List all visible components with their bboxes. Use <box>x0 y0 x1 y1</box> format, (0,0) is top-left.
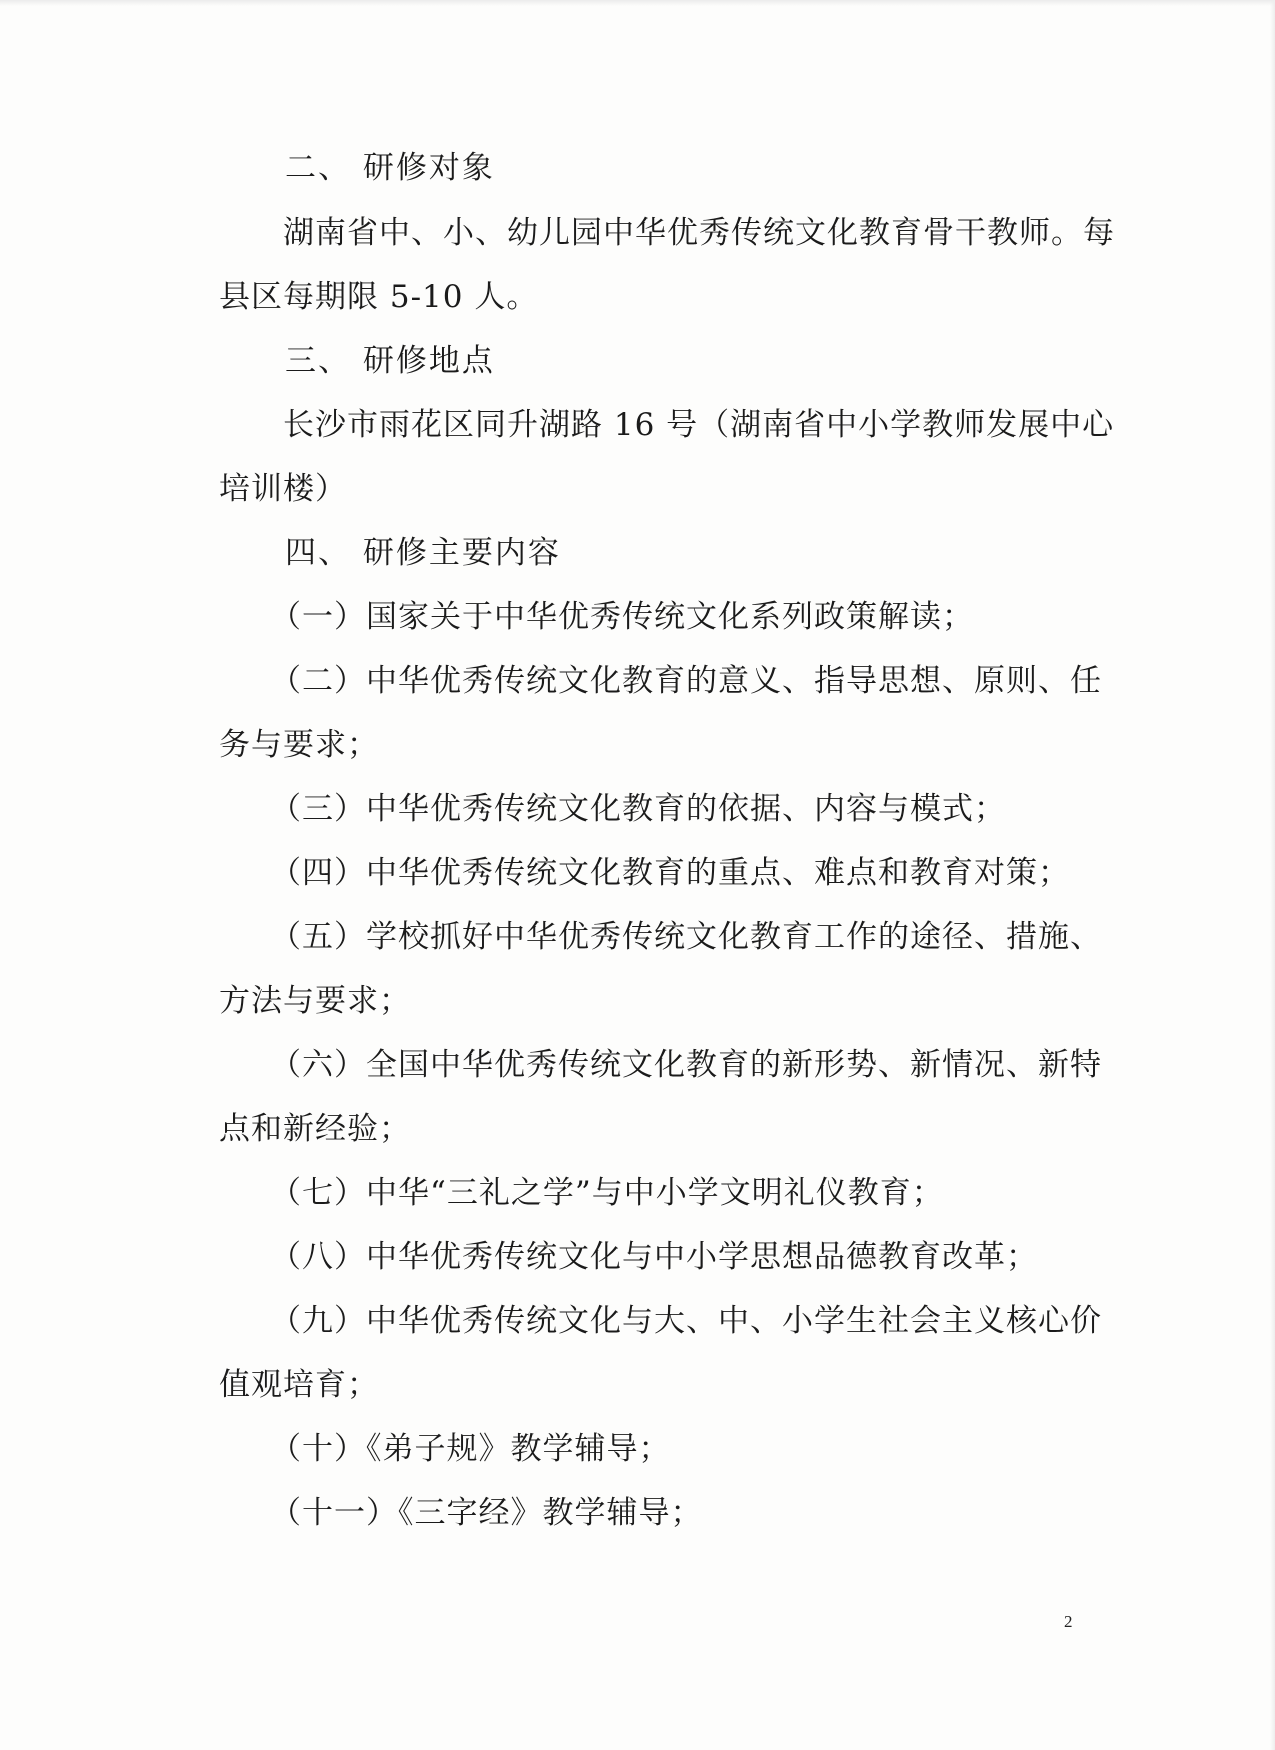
list-item-4: （四）中华优秀传统文化教育的重点、难点和教育对策； <box>270 855 1070 891</box>
list-item-6: （六）全国中华优秀传统文化教育的新形势、新情况、新特 <box>270 1047 1102 1083</box>
scan-edge-right <box>1270 0 1275 1750</box>
list-item-5: （五）学校抓好中华优秀传统文化教育工作的途径、措施、 <box>270 919 1102 955</box>
section-heading-3: 三、 研修地点 <box>285 343 495 379</box>
list-item-5-continued: 方法与要求； <box>219 983 411 1019</box>
paragraph-line: 湖南省中、小、幼儿园中华优秀传统文化教育骨干教师。每 <box>283 215 1115 251</box>
section-heading-4: 四、 研修主要内容 <box>285 535 561 571</box>
list-item-7: （七）中华“三礼之学”与中小学文明礼仪教育； <box>270 1175 944 1211</box>
paragraph-line: 培训楼） <box>219 471 347 507</box>
list-item-2: （二）中华优秀传统文化教育的意义、指导思想、原则、任 <box>270 663 1102 699</box>
section-heading-2: 二、 研修对象 <box>285 150 495 186</box>
scan-edge-top <box>0 0 1275 6</box>
page-number: 2 <box>1064 1612 1073 1631</box>
list-item-3: （三）中华优秀传统文化教育的依据、内容与模式； <box>270 791 1006 827</box>
list-item-2-continued: 务与要求； <box>219 727 379 763</box>
paragraph-line: 县区每期限 5-10 人。 <box>219 279 539 315</box>
paragraph-line: 长沙市雨花区同升湖路 16 号（湖南省中小学教师发展中心 <box>283 407 1115 443</box>
list-item-10: （十）《弟子规》教学辅导； <box>270 1431 671 1467</box>
list-item-1: （一）国家关于中华优秀传统文化系列政策解读； <box>270 599 974 635</box>
list-item-8: （八）中华优秀传统文化与中小学思想品德教育改革； <box>270 1239 1038 1275</box>
list-item-6-continued: 点和新经验； <box>219 1111 411 1147</box>
list-item-9-continued: 值观培育； <box>219 1367 379 1403</box>
list-item-9: （九）中华优秀传统文化与大、中、小学生社会主义核心价 <box>270 1303 1102 1339</box>
list-item-11: （十一）《三字经》教学辅导； <box>270 1495 703 1531</box>
